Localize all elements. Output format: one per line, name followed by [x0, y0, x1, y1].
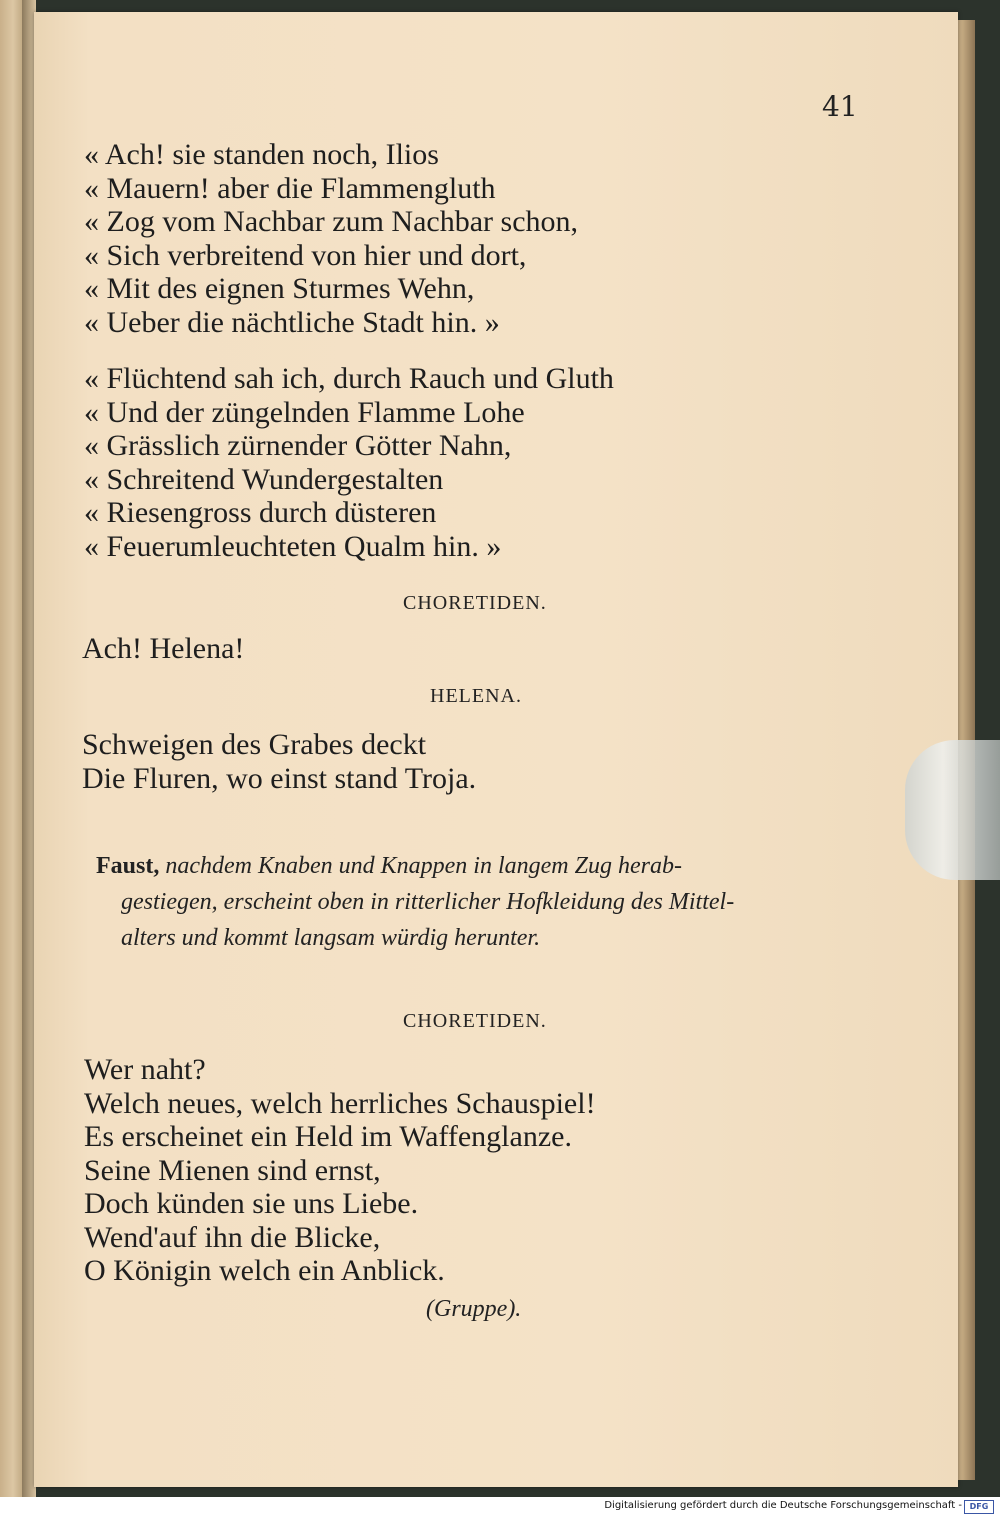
dfg-logo: DFG — [964, 1500, 994, 1514]
funding-credit: Digitalisierung gefördert durch die Deutsche Forschungsgemeinschaft - — [604, 1500, 962, 1511]
verse-line: « Mauern! aber die Flammengluth — [84, 171, 496, 205]
stage-direction-end: (Gruppe). — [426, 1296, 522, 1322]
verse-line: « Sich verbreitend von hier und dort, — [84, 238, 527, 272]
verse-line: « Und der züngelnden Flamme Lohe — [84, 395, 525, 429]
verse-line: « Schreitend Wundergestalten — [84, 462, 444, 496]
verse-line: Ach! Helena! — [82, 632, 245, 665]
stage-line — [96, 848, 876, 884]
verse-line: Schweigen des Grabes deckt — [82, 728, 427, 761]
verse-line: Doch künden sie uns Liebe. — [84, 1187, 419, 1220]
verse-block-ach — [82, 632, 244, 666]
verse-line: Wend'auf ihn die Blicke, — [84, 1220, 381, 1254]
verse-line: « Zog vom Nachbar zum Nachbar schon, — [84, 205, 579, 238]
verse-line: Die Fluren, wo einst stand Troja. — [82, 761, 477, 795]
verse-line: Seine Mienen sind ernst, — [84, 1153, 381, 1187]
page-clip — [905, 740, 1000, 880]
speaker-heading: CHORETIDEN. — [403, 592, 547, 614]
speaker-heading: CHORETIDEN. — [403, 1010, 547, 1032]
verse-line: « Feuerumleuchteten Qualm hin. » — [84, 529, 502, 563]
stage-character-name: Faust, — [96, 853, 160, 879]
verse-line: « Mit des eignen Sturmes Wehn, — [84, 272, 475, 305]
stage-direction — [96, 848, 876, 956]
speaker-heading: HELENA. — [430, 685, 522, 707]
verse-line: O Königin welch ein Anblick. — [84, 1254, 445, 1287]
verse-block-4 — [84, 1053, 596, 1288]
verse-block-3 — [82, 728, 476, 795]
verse-line: « Flüchtend sah ich, durch Rauch und Gluth — [84, 362, 614, 395]
verse-block-2 — [84, 362, 614, 563]
page-number: 41 — [822, 90, 858, 123]
verse-line: « Ach! sie standen noch, Ilios — [84, 138, 439, 171]
verse-line: Wer naht? — [84, 1053, 206, 1086]
verse-line: « Riesengross durch düsteren — [84, 496, 437, 529]
verse-block-1 — [84, 138, 578, 339]
stage-line: gestiegen, erscheint oben in ritterlicher Hofkleidung des Mittel- — [121, 889, 735, 915]
verse-line: Es erscheinet ein Held im Waffenglanze. — [84, 1120, 572, 1153]
stage-line: alters und kommt langsam würdig herunter. — [121, 925, 541, 951]
verse-line: « Grässlich zürnender Götter Nahn, — [84, 429, 512, 462]
stage-text: nachdem Knaben und Knappen in langem Zug herab- — [165, 853, 682, 879]
verse-line: « Ueber die nächtliche Stadt hin. » — [84, 305, 500, 339]
verse-line: Welch neues, welch herrliches Schauspiel! — [84, 1086, 596, 1120]
